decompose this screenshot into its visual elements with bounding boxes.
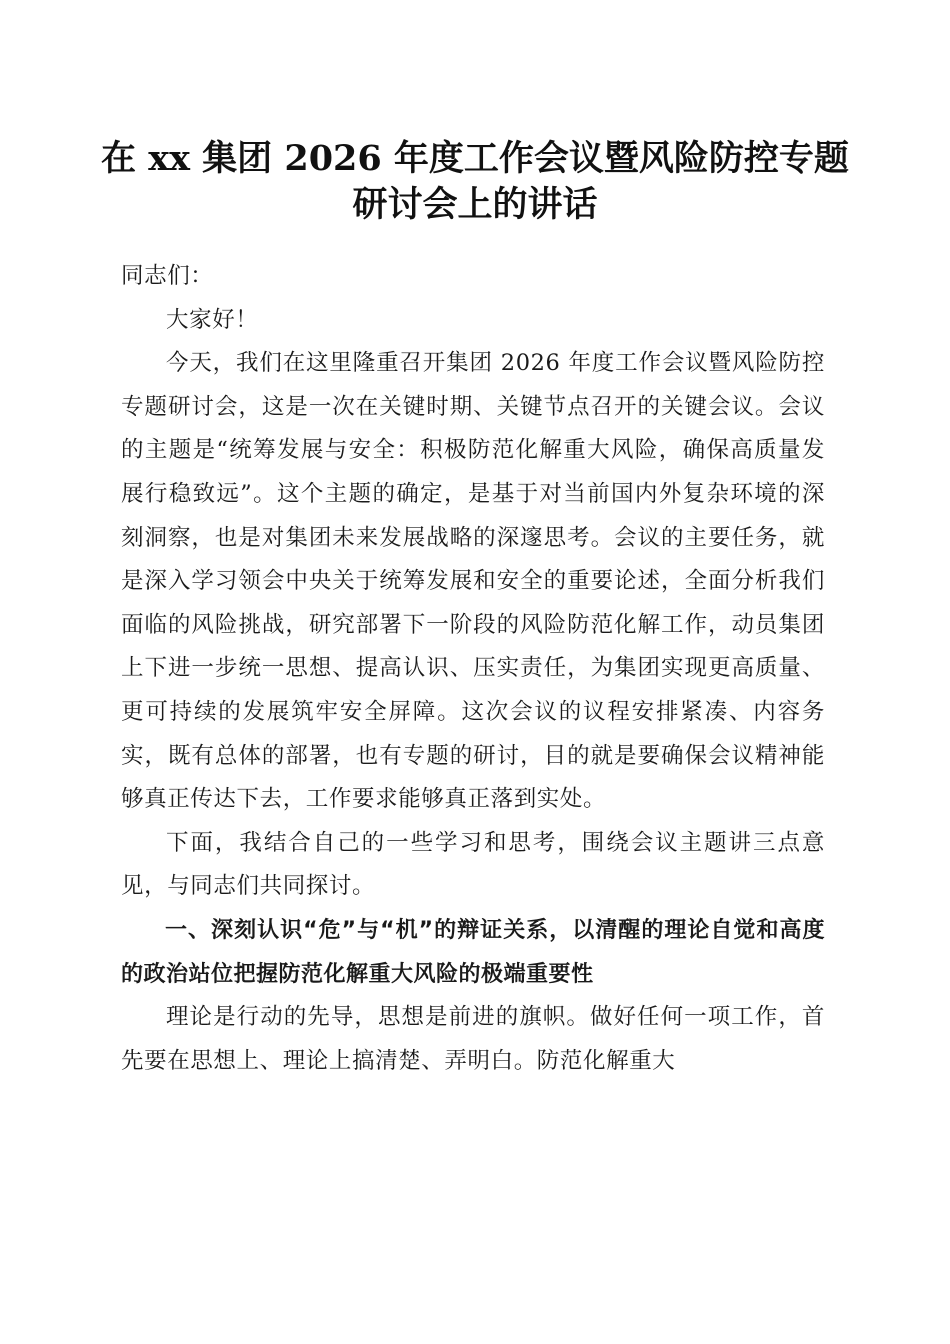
document-body — [121, 255, 825, 1083]
paragraph-intro-points: 下面，我结合自己的一些学习和思考，围绕会议主题讲三点意见，与同志们共同探讨。 — [121, 829, 825, 900]
section-heading-1: 一、深刻认识“危”与“机”的辩证关系，以清醒的理论自觉和高度的政治站位把握防范化解重大风险的极端重要性 — [121, 917, 825, 987]
title-line-1: 在 xx 集团 2026 年度工作会议暨风险防控专题 — [101, 138, 849, 179]
document-title — [100, 136, 850, 228]
salutation: 同志们： — [121, 263, 214, 289]
greeting: 大家好！ — [166, 306, 259, 333]
paragraph-section-1: 理论是行动的先导，思想是前进的旗帜。做好任何一项工作，首先要在思想上、理论上搞清楚、弄明白。防范化解重大 — [121, 1004, 825, 1074]
title-line-2: 研讨会上的讲话 — [352, 184, 598, 225]
paragraph-opening: 今天，我们在这里隆重召开集团 2026 年度工作会议暨风险防控专题研讨会，这是一次在关键时期、关键节点召开的关键会议。会议的主题是“统筹发展与安全：积极防范化解重大风险，确保高质量发展行稳致远”。这个主题的确定，是基于对当前国内外复杂环境的深刻洞察，也是对集团未来发展战略的深邃思考。会议的主要任务，就是深入学习领会中央关于统筹发展和安全的重要论述，全面分析我们面临的风险挑战，研究部署下一阶段的风险防范化解工作，动员集团上下进一步统一思想、提高认识、压实责任，为集团实现更高质量、更可持续的发展筑牢安全屏障。这次会议的议程安排紧凑、内容务实，既有总体的部署，也有专题的研讨，目的就是要确保会议精神能够真正传达下去，工作要求能够真正落到实处。 — [121, 350, 825, 813]
